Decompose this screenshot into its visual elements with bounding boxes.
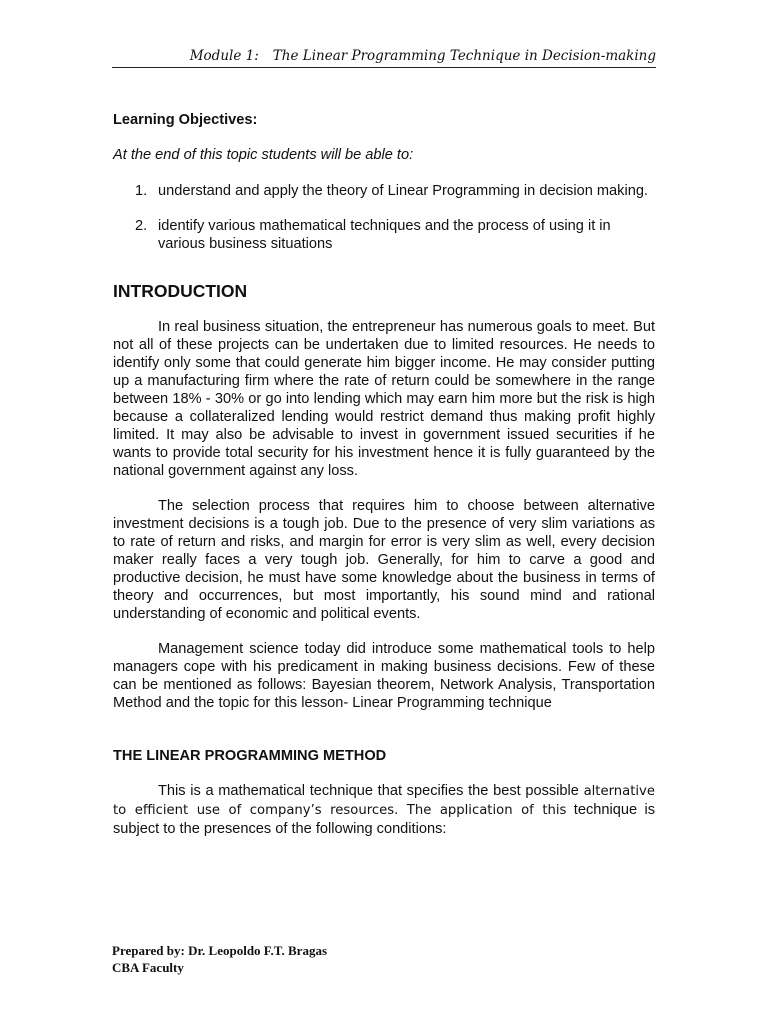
objectives-lead: At the end of this topic students will be able to: (113, 147, 414, 163)
footer-faculty: CBA Faculty (112, 960, 184, 975)
intro-paragraph: The selection process that requires him to choose between alternative investment decisions is a tough job. Due to the presence of very slim variations as to rate of return and risks, and margin for error is very slim as well, every decision maker really faces a very tough job. Generally, for him to carve a good and productive decision, he must have some knowledge about the business in terms of theory and occurrences, but most importantly, his sound mind and rational understanding of economic and political events. (113, 498, 655, 622)
lp-method-heading: THE LINEAR PROGRAMMING METHOD (113, 748, 387, 764)
introduction-heading: INTRODUCTION (113, 281, 248, 301)
header-module: Module 1: (189, 48, 259, 64)
lp-para-part2: alternative to efficient use of company’s resources. The application of this (113, 784, 655, 818)
intro-paragraph: In real business situation, the entrepreneur has numerous goals to meet. But not all of these projects can be undertaken due to limited resources. He needs to identify only some that could generate him bigger income. He may consider putting up a manufacturing firm where the rate of return could be somewhere in the range between 18% - 30% or go into lending which may earn him more but the risk is high because a collateralized lending would restrict demand thus making profit highly limited. It may also be advisable to invest in government issued securities if he wants to provide total security for his investment hence it is fully guaranteed by the national government against any loss. (113, 319, 655, 479)
lp-para-part3: technique is subject to the presences of the following conditions: (113, 802, 655, 837)
lp-method-paragraph (113, 782, 655, 838)
running-header (112, 48, 656, 65)
header-rule (112, 67, 656, 68)
list-item (113, 217, 655, 253)
header-title: The Linear Programming Technique in Decision-making (272, 48, 656, 64)
objectives-list (113, 182, 655, 253)
document-body (113, 111, 655, 838)
lp-para-part1: This is a mathematical technique that specifies the best possible (158, 783, 579, 799)
list-item-number: 1. (135, 183, 148, 199)
page-footer (112, 942, 327, 976)
list-item-text: understand and apply the theory of Linear Programming in decision making. (158, 183, 648, 199)
list-item (113, 182, 655, 200)
footer-prepared-by: Prepared by: Dr. Leopoldo F.T. Bragas (112, 943, 328, 958)
list-item-text: identify various mathematical techniques and the process of using it in various business situations (158, 218, 611, 252)
list-item-number: 2. (135, 218, 148, 234)
intro-paragraph: Management science today did introduce some mathematical tools to help managers cope with his predicament in making business decisions. Few of these can be mentioned as follows: Bayesian theorem, Network Analysis, Transportation Method and the topic for this lesson- Linear Programming technique (113, 641, 655, 711)
learning-objectives-heading: Learning Objectives: (113, 112, 258, 128)
